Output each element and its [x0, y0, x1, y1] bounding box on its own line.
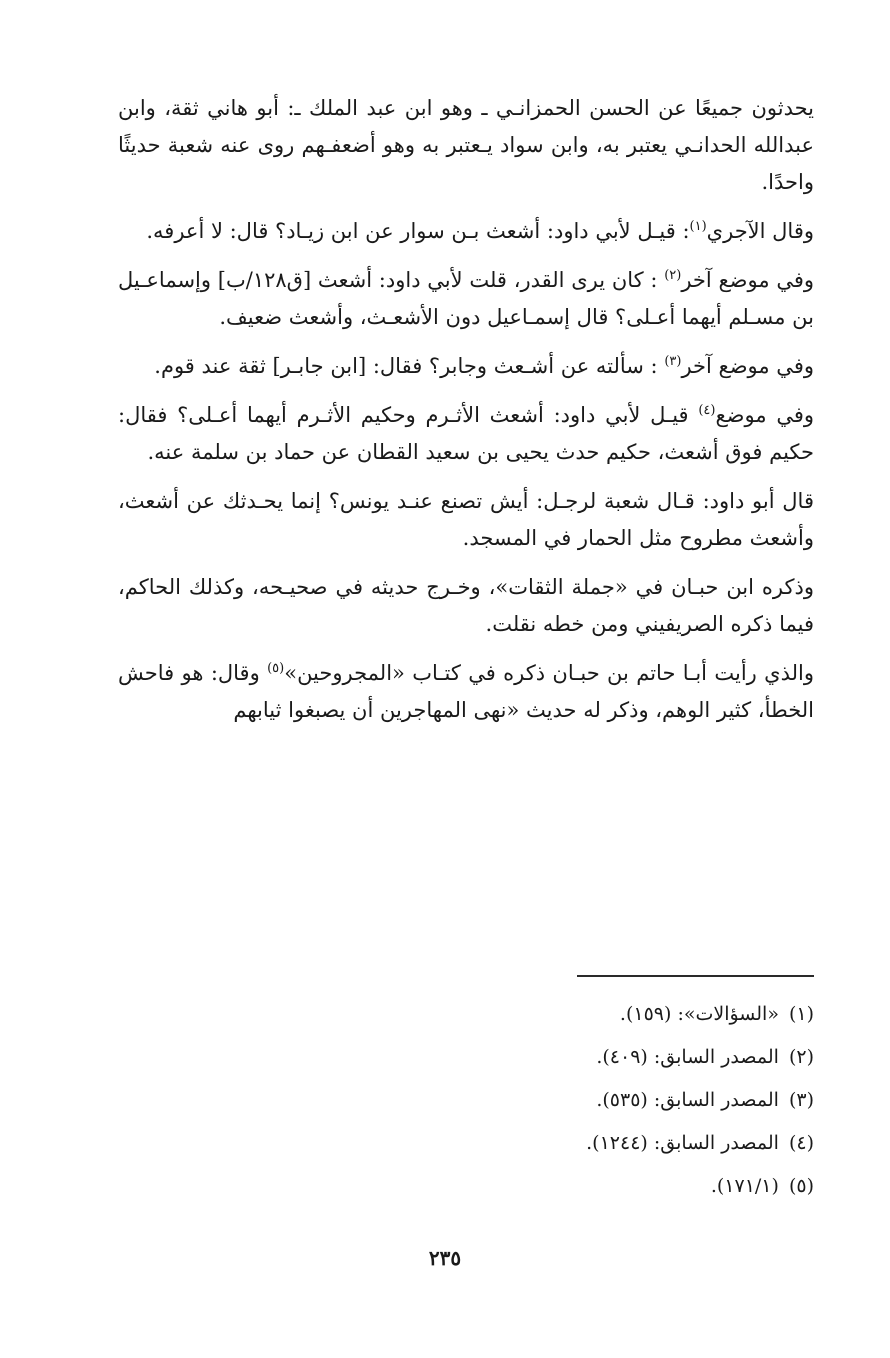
paragraph-text: وفي موضع آخر — [681, 354, 814, 378]
paragraph-text: وفي موضع — [715, 403, 814, 427]
paragraph-4 — [118, 348, 814, 385]
footnote-ref: (٥) — [267, 661, 285, 676]
paragraph-2 — [118, 213, 814, 250]
footnote-1 — [314, 993, 814, 1036]
paragraph-text: وفي موضع آخر — [681, 268, 815, 292]
paragraph-8 — [118, 655, 814, 729]
footnote-text: «السؤالات»: (١٥٩). — [619, 1003, 779, 1025]
footnote-number: (٤) — [788, 1132, 814, 1154]
footnote-text: (١٧١/١). — [710, 1175, 779, 1197]
paragraph-text: : سألته عن أشـعث وجابر؟ فقال: [ابن جابـر] ثقة عند قوم. — [154, 354, 665, 378]
footnote-ref: (١) — [689, 219, 707, 234]
footnote-number: (٥) — [788, 1175, 814, 1197]
footnote-text: المصدر السابق: (٤٠٩). — [596, 1046, 779, 1068]
footnote-number: (٢) — [788, 1046, 814, 1068]
paragraph-text: والذي رأيت أبـا حاتم بن حبـان ذكره في كتـاب «المجروحين» — [284, 661, 814, 685]
paragraph-text: : قيـل لأبي داود: أشعث بـن سوار عن ابن زيـاد؟ قال: لا أعرفه. — [146, 219, 690, 243]
main-text — [118, 90, 814, 741]
paragraph-text: : كان يرى القدر، قلت لأبي داود: أشعث [ق١٢٨/ب] وإسماعـيل بن مسـلم أيهما أعـلى؟ قال إسمـاعيل دون الأشعـث، وأشعث ضعيف. — [118, 268, 814, 329]
footnote-separator — [577, 975, 814, 977]
footnote-ref: (٣) — [664, 354, 682, 369]
paragraph-text: قيـل لأبي داود: أشعث الأثـرم وحكيم الأثـرم أيهما أعـلى؟ فقال: حكيم فوق أشعث، حكيم حدث يحيى بن سعيد القطان عن حماد بن سلمة عنه. — [118, 403, 814, 464]
paragraph-3 — [118, 262, 814, 336]
paragraph-1: يحدثون جميعًا عن الحسن الحمزانـي ـ وهو ابن عبد الملك ـ: أبو هاني ثقة، وابن عبدالله الحدانـي يعتبر به، وابن سواد يـعتبر به وهو أضعفـهم روى عنه شعبة حديثًا واحدًا. — [118, 96, 814, 194]
paragraph-5 — [118, 397, 814, 471]
footnote-5 — [314, 1165, 814, 1208]
paragraph-7: وذكره ابن حبـان في «جملة الثقات»، وخـرج حديثه في صحيـحه، وكذلك الحاكم، فيما ذكره الصريفيني ومن خطه نقلت. — [118, 575, 814, 636]
footnote-ref: (٤) — [698, 403, 716, 418]
footnote-number: (١) — [788, 1003, 814, 1025]
paragraph-6: قال أبو داود: قـال شعبة لرجـل: أيش تصنع عنـد يونس؟ إنما يحـدثك عن أشعث، وأشعث مطروح مثل الحمار في المسجد. — [118, 489, 814, 550]
footnote-3 — [314, 1079, 814, 1122]
paragraph-text: وقال الآجري — [706, 219, 814, 243]
page-number: ٢٣٥ — [428, 1246, 462, 1270]
footnote-2 — [314, 1036, 814, 1079]
footnotes — [314, 993, 814, 1208]
footnote-4 — [314, 1122, 814, 1165]
footnote-text: المصدر السابق: (٥٣٥). — [596, 1089, 779, 1111]
footnote-number: (٣) — [788, 1089, 814, 1111]
footnote-ref: (٢) — [664, 268, 682, 283]
paragraph-text: وقال: هو فاحش الخطأ، كثير الوهم، وذكر له حديث «نهى المهاجرين أن يصبغوا ثيابهم — [118, 661, 814, 722]
footnote-text: المصدر السابق: (١٢٤٤). — [586, 1132, 779, 1154]
